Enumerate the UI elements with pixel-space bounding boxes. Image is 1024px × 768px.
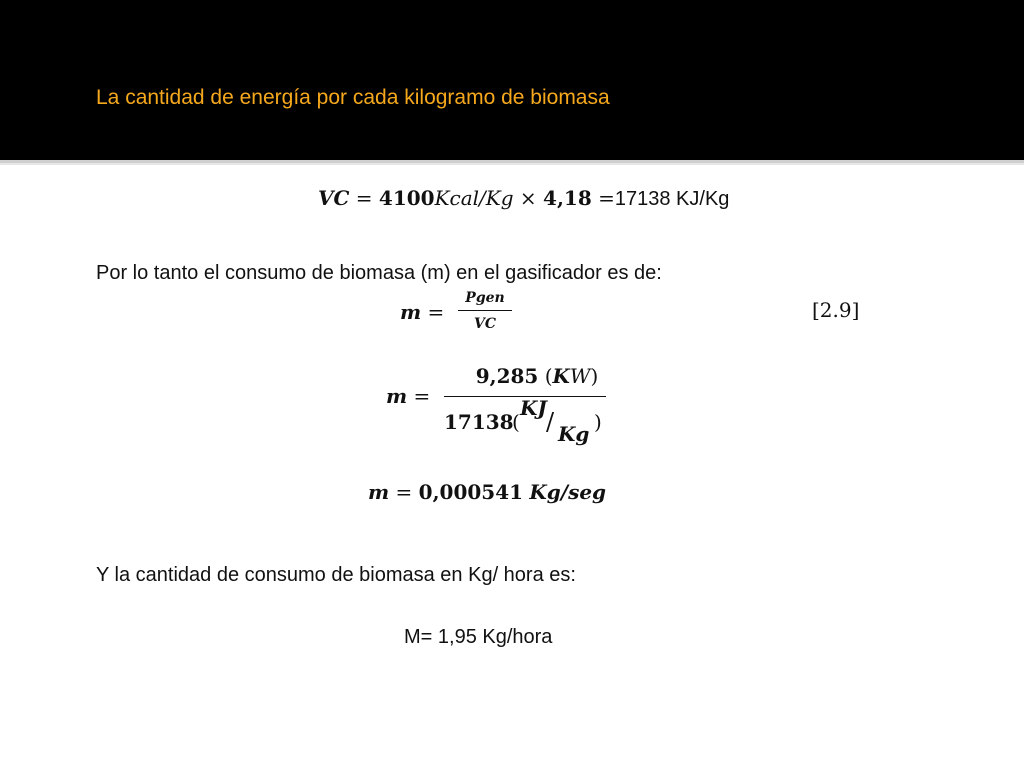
eq3-num-unit-w: W xyxy=(569,364,591,388)
eq3-den-unit-bottom: Kg xyxy=(558,422,590,446)
hourly-consumption-intro-text: Y la cantidad de consumo de biomasa en Kg/ hora es: xyxy=(96,564,576,586)
slide-title: La cantidad de energía por cada kilogramo de biomasa xyxy=(96,86,610,109)
eq3-den-slash: / xyxy=(546,408,555,436)
eq1-unit: Kcal/Kg xyxy=(434,186,514,210)
eq2-fraction xyxy=(458,288,512,334)
eq3-num-unit-k: K xyxy=(552,364,570,388)
eq4-value: 0,000541 xyxy=(418,480,524,504)
eq2-fraction-bar xyxy=(458,310,512,311)
eq1-lhs: VC xyxy=(318,186,350,210)
eq4-unit: Kg/seg xyxy=(529,480,607,504)
eq3-lhs-group xyxy=(386,384,430,408)
eq3-den-open: ( xyxy=(512,410,520,434)
eq2-lhs: m xyxy=(400,300,422,324)
eq3-equals: = xyxy=(413,384,431,408)
eq2-equals: = xyxy=(427,300,445,324)
eq3-den-close: ) xyxy=(594,410,602,434)
eq3-lhs: m xyxy=(386,384,408,408)
eq2-numerator: Pgen xyxy=(465,290,505,306)
eq3-den-unit-top: KJ xyxy=(520,396,547,420)
eq1-factor: 4,18 xyxy=(543,186,592,210)
slide-header xyxy=(0,0,1024,160)
hourly-consumption-result: M= 1,95 Kg/hora xyxy=(404,626,553,648)
eq4-equals: = xyxy=(395,480,413,504)
eq3-denominator xyxy=(444,396,606,450)
eq2-lhs-group xyxy=(400,300,444,324)
equation-number: [2.9] xyxy=(812,298,860,322)
eq3-den-value: 17138 xyxy=(444,410,514,434)
eq1-equals: = xyxy=(355,186,373,210)
eq1-times: × xyxy=(519,186,537,210)
eq3-num-close: ) xyxy=(590,364,599,388)
eq3-numerator xyxy=(462,364,612,388)
eq1-result: 17138 KJ/Kg xyxy=(614,188,730,210)
consumption-intro-text: Por lo tanto el consumo de biomasa (m) en el gasificador es de: xyxy=(96,262,662,284)
equation-vc xyxy=(318,186,729,211)
eq2-denominator: VC xyxy=(473,316,496,332)
eq4-lhs: m xyxy=(368,480,390,504)
eq3-num-open: ( xyxy=(544,364,553,388)
eq1-value: 4100 xyxy=(378,186,435,210)
header-divider-shadow xyxy=(0,163,1024,165)
equation-m-substitution xyxy=(386,360,626,450)
equation-m-result xyxy=(368,480,606,504)
eq1-equals2: = xyxy=(598,186,615,210)
eq3-num-value: 9,285 xyxy=(475,364,539,388)
